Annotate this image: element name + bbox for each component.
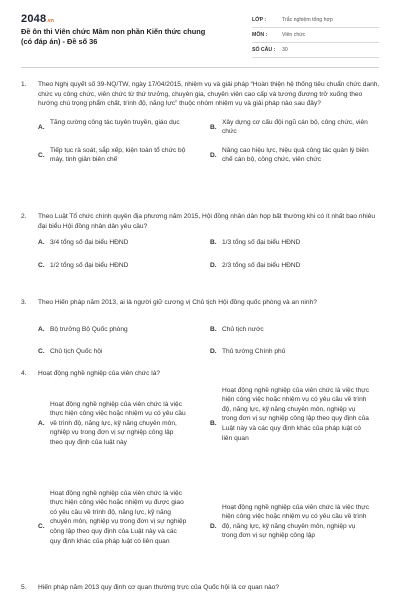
option-b[interactable] <box>210 386 370 444</box>
option-letter: C. <box>38 151 45 159</box>
site-logo[interactable] <box>21 13 54 25</box>
meta-key: MÔN : <box>252 32 268 38</box>
option-c[interactable] <box>38 489 188 547</box>
question-2 <box>21 212 381 278</box>
option-letter: A. <box>38 239 45 247</box>
option-text: Tăng cường công tác tuyên truyền, giáo dục <box>50 118 180 126</box>
option-text: Hoạt động nghề nghiệp của viên chức là việc thực hiện công việc hoặc nhiệm vụ có yêu cầu về trình độ, năng lực, kỹ năng chuyên môn, nghiệp vụ trong đơn vị sự nghiệp công lập <box>222 503 370 540</box>
question-stem: Hoạt động nghề nghiệp của viên chức là? <box>38 370 161 377</box>
meta-row-subject <box>252 28 379 43</box>
question-3 <box>21 298 381 355</box>
logo-suffix: .vn <box>46 18 55 24</box>
option-d[interactable] <box>210 503 370 541</box>
option-a[interactable] <box>38 118 198 131</box>
option-c[interactable] <box>38 146 198 165</box>
option-text: Chủ tịch Quốc hội <box>50 347 103 355</box>
logo-main: 2048 <box>21 13 47 25</box>
option-d[interactable] <box>210 261 375 271</box>
question-number: 5. <box>21 584 27 591</box>
option-letter: B. <box>210 325 217 333</box>
header-divider <box>21 67 379 68</box>
option-d[interactable] <box>210 146 375 165</box>
meta-key: LỚP : <box>252 17 267 23</box>
option-a[interactable] <box>38 400 188 448</box>
option-text: Tiếp tục rà soát, sắp xếp, kiện toàn tổ chức bộ máy, tinh giản biên chế <box>50 146 186 164</box>
option-text: Bộ trưởng Bộ Quốc phòng <box>50 325 128 333</box>
option-d[interactable] <box>210 347 375 357</box>
option-letter: B. <box>210 123 217 131</box>
question-number: 2. <box>21 213 27 220</box>
meta-key: SỐ CÂU : <box>252 47 276 53</box>
meta-value: Viên chức <box>282 32 306 38</box>
option-letter: C. <box>38 347 45 355</box>
option-text: 1/2 tổng số đại biểu HĐND <box>50 262 129 270</box>
option-c[interactable] <box>38 347 198 357</box>
option-letter: D. <box>210 262 217 270</box>
question-stem: Theo Nghị quyết số 39-NQ/TW, ngày 17/04/2015, nhiệm vụ và giải pháp “Hoàn thiện hệ thống tiêu chuẩn chức danh, chức vụ công chức, viên chức từ thứ trưởng, chuyên gia, chuyên viên cao cấp và tương đương trở xuống theo hướng chú trọng phẩm chất, trình độ, năng lực” thuộc nhóm nhiệm vụ và giải pháp nào sau đây? <box>38 81 380 108</box>
option-b[interactable] <box>210 325 375 335</box>
option-a[interactable] <box>38 238 198 248</box>
option-letter: A. <box>38 325 45 333</box>
option-text: 2/3 tổng số đại biểu HĐND <box>222 262 301 270</box>
meta-row-count <box>252 43 379 58</box>
question-number: 1. <box>21 81 27 88</box>
meta-value: 30 <box>282 47 288 53</box>
option-b[interactable] <box>210 238 375 248</box>
option-text: Hoạt động nghề nghiệp của viên chức là việc thực hiện công việc hoặc nhiệm vụ có yêu cầu về trình độ, năng lực, kỹ năng chuyên môn, nghiệp vụ trong đơn vị sự nghiệp công lập theo quy định của Luật này và các quy định khác của pháp luật có liên quan <box>222 386 370 442</box>
option-letter: B. <box>210 239 217 247</box>
option-letter: A. <box>38 419 45 427</box>
option-text: Hoạt động nghề nghiệp của viên chức là việc thực hiện công việc hoặc nhiệm vụ có yêu cầu về trình độ, năng lực, kỹ năng chuyên môn, nghiệp vụ trong đơn vị sự nghiệp công lập theo quy định của luật này <box>50 400 186 446</box>
question-number: 3. <box>21 299 27 306</box>
option-letter: A. <box>38 123 45 131</box>
question-1 <box>21 80 381 174</box>
question-options <box>38 315 381 355</box>
question-stem: Hiến pháp năm 2013 quy định cơ quan thường trực của Quốc hội là cơ quan nào? <box>38 584 280 591</box>
option-letter: B. <box>210 419 217 427</box>
question-number: 4. <box>21 370 27 377</box>
option-text: 1/3 tổng số đại biểu HĐND <box>222 239 301 247</box>
option-c[interactable] <box>38 261 198 271</box>
meta-row-class <box>252 13 379 28</box>
option-text: Xây dựng cơ cấu đội ngũ cán bộ, công chức, viên chức <box>222 118 368 136</box>
option-a[interactable] <box>38 325 198 335</box>
document-title: Đề ôn thi Viên chức Mầm non phần Kiến thức chung (có đáp án) - Đề số 36 <box>21 27 206 46</box>
option-text: Hoạt động nghề nghiệp của viên chức là việc thực hiện công việc hoặc nhiệm vụ được giao có yêu cầu về trình độ, năng lực, kỹ năng chuyên môn, nghiệp vụ trong đơn vị sự nghiệp công lập theo quy định của Luật này và các quy định khác của pháp luật có liên quan <box>50 489 187 545</box>
question-5 <box>21 583 381 593</box>
question-stem: Theo Luật Tổ chức chính quyền địa phương năm 2015, Hội đồng nhân dân họp bất thường khi có ít nhất bao nhiêu đại biểu Hội đồng nhân dân yêu cầu? <box>38 213 376 230</box>
question-options <box>38 238 381 278</box>
question-4 <box>21 369 381 581</box>
option-letter: D. <box>210 347 217 355</box>
question-stem: Theo Hiến pháp năm 2013, ai là người giữ cương vị Chủ tịch Hội đồng quốc phòng và an ninh? <box>38 299 317 306</box>
option-text: Thủ tướng Chính phủ <box>222 347 286 355</box>
document-header <box>0 0 400 62</box>
option-letter: D. <box>210 522 217 530</box>
meta-value: Trắc nghiệm tổng hợp <box>282 17 333 23</box>
question-options <box>38 386 381 581</box>
option-letter: C. <box>38 262 45 270</box>
option-text: Chủ tịch nước <box>222 325 264 333</box>
document-meta <box>252 13 379 58</box>
option-b[interactable] <box>210 118 375 137</box>
option-letter: D. <box>210 151 217 159</box>
question-options <box>38 116 381 174</box>
option-letter: C. <box>38 522 45 530</box>
option-text: 3/4 tổng số đại biểu HĐND <box>50 239 129 247</box>
option-text: Nâng cao hiệu lực, hiệu quả công tác quản lý biên chế cán bộ, công chức, viên chức <box>222 146 369 164</box>
